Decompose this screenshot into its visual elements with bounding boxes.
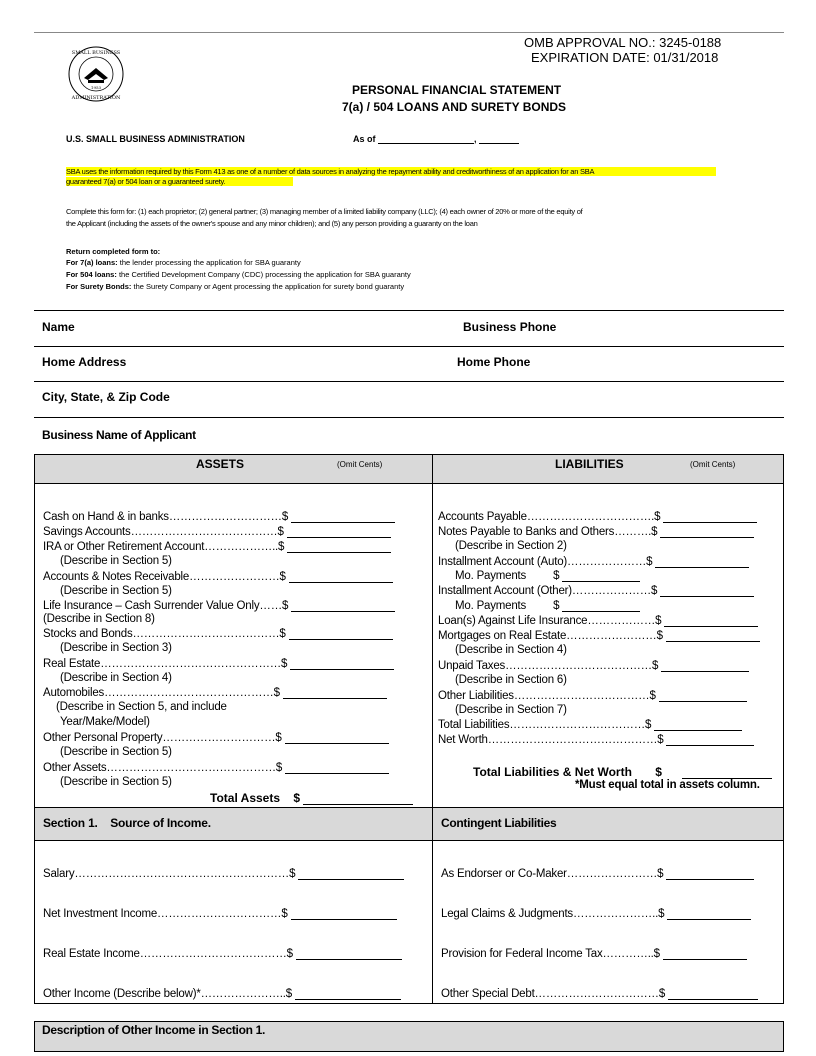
- form-title: PERSONAL FINANCIAL STATEMENT: [352, 83, 562, 97]
- liab-row-total: Total Liabilities………………………………$: [438, 718, 742, 731]
- home-address-field[interactable]: [140, 348, 450, 380]
- income-row-real-estate: Real Estate Income…………………………………$: [43, 947, 402, 960]
- liab-other-field[interactable]: [659, 689, 747, 702]
- asset-row-other: Other Assets………………………………………$: [43, 761, 389, 774]
- svg-text:SMALL BUSINESS: SMALL BUSINESS: [71, 50, 121, 56]
- liab-row-accounts-payable: Accounts Payable…………………………….$: [438, 510, 757, 523]
- rule-assets-header-bottom: [34, 483, 784, 484]
- asset-automobiles-field[interactable]: [283, 686, 387, 699]
- asset-stocks-note: (Describe in Section 3): [60, 642, 172, 654]
- liab-row-life-insurance-loan: Loan(s) Against Life Insurance………………$: [438, 614, 758, 627]
- agency-name: U.S. SMALL BUSINESS ADMINISTRATION: [66, 134, 245, 144]
- liab-notes-payable-field[interactable]: [660, 525, 754, 538]
- as-of-text: As of: [353, 134, 376, 144]
- asset-row-automobiles: Automobiles………………………………………$: [43, 686, 387, 699]
- asset-receivable-field[interactable]: [289, 570, 393, 583]
- liabilities-title: LIABILITIES: [555, 457, 624, 471]
- asset-stocks-field[interactable]: [289, 627, 393, 640]
- left-border: [34, 454, 35, 808]
- as-of-year-field[interactable]: [479, 134, 519, 144]
- section1-middle-border: [432, 807, 433, 1003]
- rule-name-top: [34, 310, 784, 311]
- asset-row-savings: Savings Accounts…………………………………$: [43, 525, 391, 538]
- income-row-salary: Salary…………………………………………………$: [43, 867, 404, 880]
- complete-line-2: the Applicant (including the assets of the owner's spouse and any minor children); and (5) any person providing a guaranty on the loan: [66, 219, 478, 228]
- liab-life-insurance-loan-field[interactable]: [664, 614, 758, 627]
- complete-line-1: Complete this form for: (1) each proprietor; (2) general partner; (3) managing member of a limited liability company (LLC); (4) each owner of 20% or more of the equity of: [66, 207, 583, 216]
- asset-row-real-estate: Real Estate…………………………………………$: [43, 657, 394, 670]
- intro-line-1: SBA uses the information required by this Form 413 as one of a number of data sources in analyzing the repayment ability and creditworthiness of an application for an SBA: [66, 167, 716, 176]
- return-504-text: the Certified Development Company (CDC) processing the application for SBA guaranty: [116, 270, 411, 279]
- home-address-label: Home Address: [42, 355, 127, 369]
- asset-row-personal-property: Other Personal Property…………………………$: [43, 731, 389, 744]
- return-7a-text: the lender processing the application for SBA guaranty: [117, 258, 301, 267]
- liab-net-worth-field[interactable]: [666, 733, 754, 746]
- description-left-border: [34, 1021, 35, 1052]
- business-name-field[interactable]: [215, 420, 780, 452]
- asset-ira-note: (Describe in Section 5): [60, 555, 172, 567]
- intro-line-2: guaranteed 7(a) or 504 loan or a guaranteed surety.: [66, 177, 293, 186]
- contingent-endorser-field[interactable]: [666, 867, 754, 880]
- business-name-label: Business Name of Applicant: [42, 428, 196, 442]
- city-state-zip-field[interactable]: [180, 383, 780, 415]
- liab-row-mortgages: Mortgages on Real Estate……………………$: [438, 629, 760, 642]
- income-other-field[interactable]: [295, 987, 401, 1000]
- contingent-title: Contingent Liabilities: [441, 816, 557, 830]
- asset-savings-field[interactable]: [287, 525, 391, 538]
- city-state-zip-label: City, State, & Zip Code: [42, 390, 170, 404]
- top-rule: [34, 32, 784, 33]
- liab-total-field[interactable]: [654, 718, 742, 731]
- as-of-label: As of ,: [353, 134, 519, 144]
- total-liab-net-worth: Total Liabilities & Net Worth $: [473, 765, 772, 779]
- liab-row-other: Other Liabilities………………………………$: [438, 689, 747, 702]
- sba-seal-logo: [66, 44, 126, 104]
- asset-other-field[interactable]: [285, 761, 389, 774]
- income-row-net-investment: Net Investment Income……………………………$: [43, 907, 397, 920]
- asset-personal-property-note: (Describe in Section 5): [60, 746, 172, 758]
- liab-other-note: (Describe in Section 7): [455, 704, 567, 716]
- asset-real-estate-note: (Describe in Section 4): [60, 672, 172, 684]
- liab-accounts-payable-field[interactable]: [663, 510, 757, 523]
- liab-unpaid-taxes-note: (Describe in Section 6): [455, 674, 567, 686]
- income-real-estate-field[interactable]: [296, 947, 402, 960]
- asset-life-insurance-note: (Describe in Section 8): [43, 613, 155, 625]
- asset-life-insurance-field[interactable]: [291, 599, 395, 612]
- contingent-row-tax: Provision for Federal Income Tax…………..$: [441, 947, 747, 960]
- form-subtitle: 7(a) / 504 LOANS AND SURETY BONDS: [342, 100, 567, 114]
- contingent-tax-field[interactable]: [663, 947, 747, 960]
- liab-unpaid-taxes-field[interactable]: [661, 659, 749, 672]
- asset-real-estate-field[interactable]: [290, 657, 394, 670]
- omb-approval: OMB APPROVAL NO.: 3245-0188: [524, 35, 722, 50]
- assets-omit-cents: (Omit Cents): [337, 460, 383, 469]
- name-label: Name: [42, 320, 75, 334]
- home-phone-label: Home Phone: [457, 355, 531, 369]
- rule-assets-top: [34, 454, 784, 455]
- asset-receivable-note: (Describe in Section 5): [60, 585, 172, 597]
- asset-ira-field[interactable]: [287, 540, 391, 553]
- total-assets-label: Total Assets $: [210, 791, 413, 805]
- contingent-legal-field[interactable]: [667, 907, 751, 920]
- liab-row-unpaid-taxes: Unpaid Taxes…………………………………$: [438, 659, 749, 672]
- liab-row-notes-payable: Notes Payable to Banks and Others……….$: [438, 525, 754, 538]
- contingent-row-special-debt: Other Special Debt……………………………$: [441, 987, 758, 1000]
- right-border: [783, 454, 784, 808]
- return-title: Return completed form to:: [66, 247, 161, 256]
- asset-automobiles-note-1: (Describe in Section 5, and include: [56, 701, 227, 713]
- income-salary-field[interactable]: [298, 867, 404, 880]
- liab-auto-mo-payments-field[interactable]: [562, 569, 640, 582]
- contingent-special-debt-field[interactable]: [668, 987, 758, 1000]
- business-phone-field[interactable]: [570, 312, 780, 344]
- name-field[interactable]: [90, 312, 450, 344]
- liab-auto-mo-payments: Mo. Payments $: [455, 569, 640, 582]
- return-504: [66, 270, 411, 279]
- description-right-border: [783, 1021, 784, 1052]
- return-surety-label: For Surety Bonds:: [66, 282, 132, 291]
- return-7a-label: For 7(a) loans:: [66, 258, 118, 267]
- return-7a: [66, 258, 301, 267]
- asset-cash-field[interactable]: [291, 510, 395, 523]
- contingent-row-legal: Legal Claims & Judgments…………………..$: [441, 907, 751, 920]
- liab-row-installment-auto: Installment Account (Auto)…………………$: [438, 555, 749, 568]
- rule-address-top: [34, 346, 784, 347]
- assets-title: ASSETS: [196, 457, 245, 471]
- as-of-date-field[interactable]: [378, 134, 474, 144]
- contingent-row-endorser: As Endorser or Co-Maker……………………$: [441, 867, 754, 880]
- asset-row-receivable: Accounts & Notes Receivable……………………$: [43, 570, 393, 583]
- svg-text:1953: 1953: [90, 85, 102, 90]
- asset-row-life-insurance: Life Insurance – Cash Surrender Value Only……$: [43, 599, 395, 612]
- rule-description-header-bottom: [34, 1051, 784, 1052]
- liab-row-net-worth: Net Worth………………………………………$: [438, 733, 754, 746]
- section1-title: Section 1. Source of Income.: [43, 816, 211, 830]
- asset-row-cash: Cash on Hand & in banks…………………………$: [43, 510, 395, 523]
- return-surety-text: the Surety Company or Agent processing the application for surety bond guaranty: [131, 282, 405, 291]
- liabilities-omit-cents: (Omit Cents): [690, 460, 736, 469]
- asset-personal-property-field[interactable]: [285, 731, 389, 744]
- asset-row-ira: IRA or Other Retirement Account………………..$: [43, 540, 391, 553]
- expiration-date: EXPIRATION DATE: 01/31/2018: [531, 50, 719, 65]
- asset-other-note: (Describe in Section 5): [60, 776, 172, 788]
- rule-description-header-top: [34, 1021, 784, 1022]
- rule-description-top: [34, 1003, 784, 1004]
- liab-mortgages-note: (Describe in Section 4): [455, 644, 567, 656]
- liab-notes-payable-note: (Describe in Section 2): [455, 540, 567, 552]
- svg-text:ADMINISTRATION: ADMINISTRATION: [71, 95, 121, 101]
- return-surety: [66, 282, 404, 291]
- section1-left-border: [34, 807, 35, 1003]
- liab-mortgages-field[interactable]: [666, 629, 760, 642]
- must-equal-note: *Must equal total in assets column.: [575, 779, 760, 791]
- home-phone-field[interactable]: [545, 348, 780, 380]
- rule-business-top: [34, 417, 784, 418]
- liab-row-installment-other: Installment Account (Other)…………………$: [438, 584, 754, 597]
- rule-city-top: [34, 381, 784, 382]
- assets-header-bg: [35, 455, 783, 483]
- total-assets-field[interactable]: [303, 792, 413, 805]
- liab-installment-other-field[interactable]: [660, 584, 754, 597]
- asset-automobiles-note-2: Year/Make/Model): [60, 716, 150, 728]
- middle-border: [432, 454, 433, 808]
- description-title: Description of Other Income in Section 1.: [42, 1023, 266, 1037]
- section1-right-border: [783, 807, 784, 1003]
- liab-other-mo-payments-field[interactable]: [562, 599, 640, 612]
- rule-section1-header-bottom: [34, 840, 784, 841]
- business-phone-label: Business Phone: [463, 320, 557, 334]
- total-liab-net-worth-field[interactable]: [682, 766, 772, 779]
- income-net-investment-field[interactable]: [291, 907, 397, 920]
- asset-row-stocks: Stocks and Bonds…………………………………$: [43, 627, 393, 640]
- income-row-other: Other Income (Describe below)*…………………..$: [43, 987, 401, 1000]
- liab-other-mo-payments: Mo. Payments $: [455, 599, 640, 612]
- liab-installment-auto-field[interactable]: [655, 555, 749, 568]
- return-504-label: For 504 loans:: [66, 270, 117, 279]
